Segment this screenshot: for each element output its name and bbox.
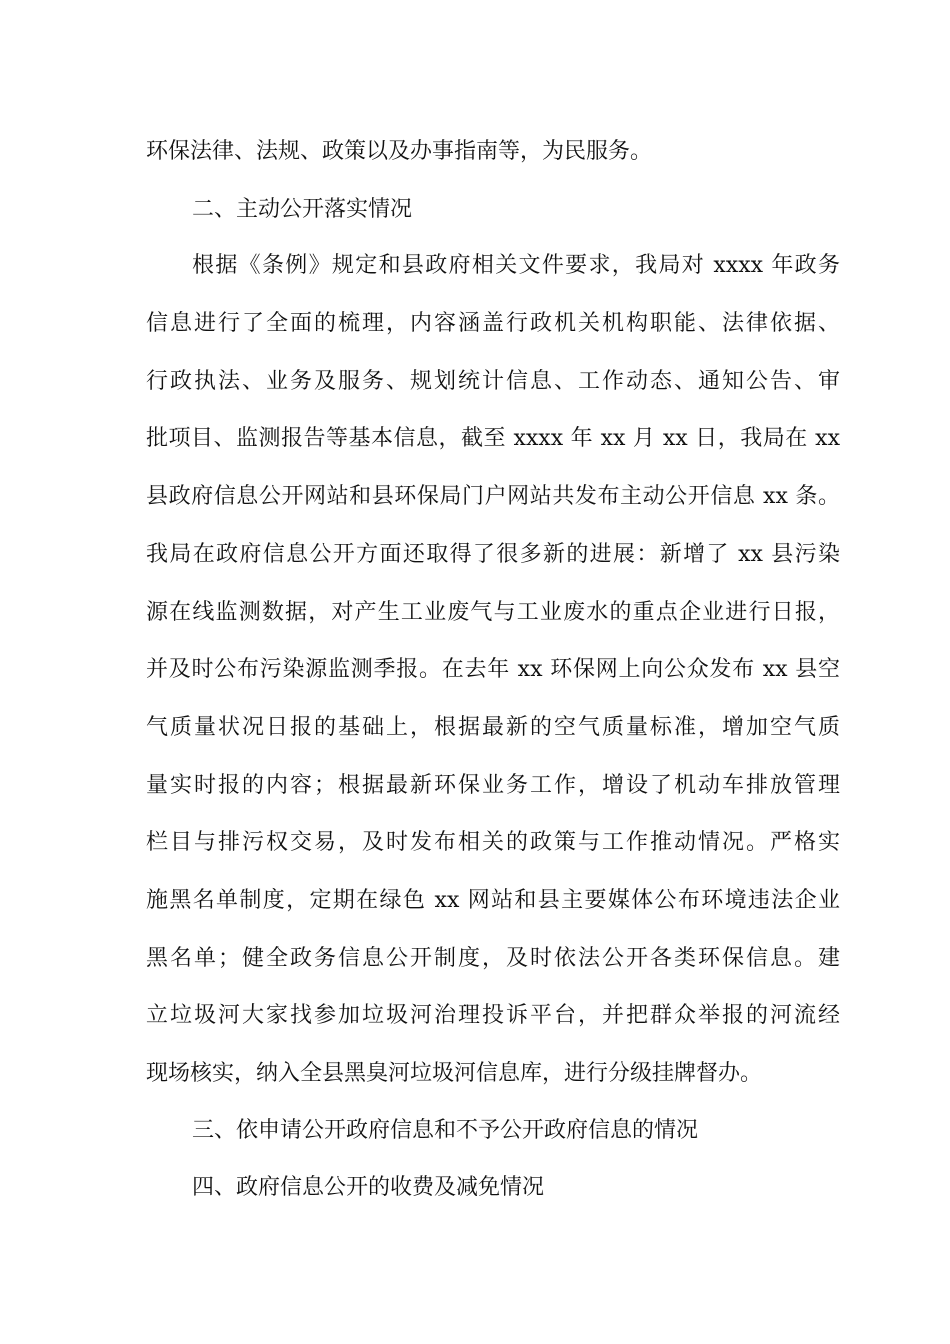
section-heading-3: 三、依申请公开政府信息和不予公开政府信息的情况 (192, 1118, 699, 1143)
paragraph-line: 批项目、监测报告等基本信息，截至 xxxx 年 xx 月 xx 日，我局在 xx (146, 426, 840, 451)
section-heading-4: 四、政府信息公开的收费及减免情况 (192, 1175, 545, 1200)
paragraph-line: 县政府信息公开网站和县环保局门户网站共发布主动公开信息 xx 条。 (146, 484, 840, 509)
paragraph-line-last: 现场核实，纳入全县黑臭河垃圾河信息库，进行分级挂牌督办。 (146, 1061, 763, 1086)
paragraph-line: 立垃圾河大家找参加垃圾河治理投诉平台，并把群众举报的河流经 (146, 1003, 840, 1028)
section-heading-2: 二、主动公开落实情况 (192, 197, 413, 222)
paragraph-line: 源在线监测数据，对产生工业废气与工业废水的重点企业进行日报， (146, 600, 840, 625)
paragraph-line: 并及时公布污染源监测季报。在去年 xx 环保网上向公众发布 xx 县空 (146, 657, 840, 682)
paragraph-line: 栏目与排污权交易，及时发布相关的政策与工作推动情况。严格实 (146, 830, 840, 855)
paragraph-line: 行政执法、业务及服务、规划统计信息、工作动态、通知公告、审 (146, 369, 840, 394)
paragraph-line: 根据《条例》规定和县政府相关文件要求，我局对 xxxx 年政务 (192, 253, 840, 278)
paragraph-line: 信息进行了全面的梳理，内容涵盖行政机关机构职能、法律依据、 (146, 311, 840, 336)
paragraph-line: 气质量状况日报的基础上，根据最新的空气质量标准，增加空气质 (146, 715, 840, 740)
paragraph-line: 我局在政府信息公开方面还取得了很多新的进展：新增了 xx 县污染 (146, 542, 840, 567)
paragraph-line-continuation: 环保法律、法规、政策以及办事指南等，为民服务。 (146, 139, 653, 164)
paragraph-line: 量实时报的内容；根据最新环保业务工作，增设了机动车排放管理 (146, 773, 840, 798)
paragraph-line: 黑名单；健全政务信息公开制度，及时依法公开各类环保信息。建 (146, 946, 840, 971)
paragraph-line: 施黑名单制度，定期在绿色 xx 网站和县主要媒体公布环境违法企业 (146, 888, 840, 913)
